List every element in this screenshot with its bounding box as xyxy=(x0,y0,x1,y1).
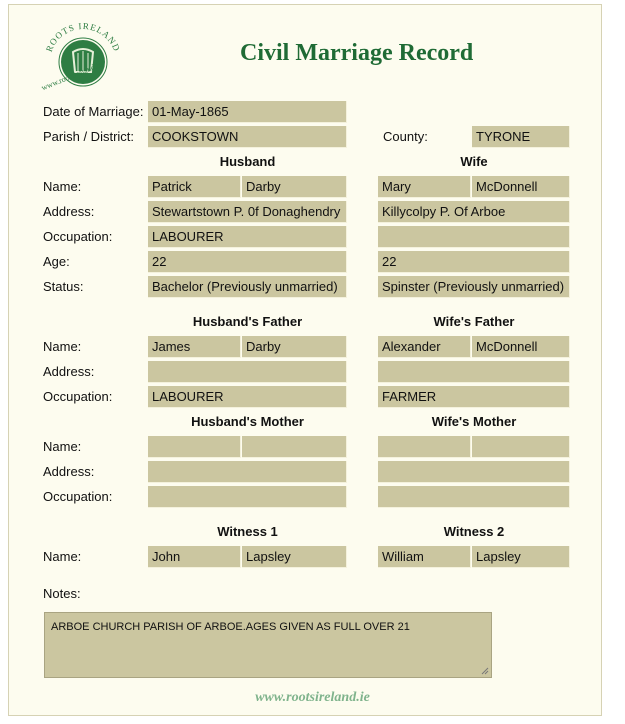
wife-age: 22 xyxy=(378,251,570,273)
husband-address: Stewartstown P. 0f Donaghendry xyxy=(148,201,347,223)
husband-name-label: Name: xyxy=(43,179,82,194)
husbands-father-header: Husband's Father xyxy=(192,314,303,329)
husband-status: Bachelor (Previously unmarried) xyxy=(148,276,347,298)
notes-textarea[interactable] xyxy=(44,612,492,678)
resize-grip-icon[interactable] xyxy=(481,667,489,675)
county-field: TYRONE xyxy=(472,126,570,148)
parish-label: Parish / District: xyxy=(43,129,135,144)
father-occupation-label: Occupation: xyxy=(43,389,113,404)
wifes-mother-header: Wife's Mother xyxy=(431,414,517,429)
mother-address-label: Address: xyxy=(43,464,95,479)
husband-last-name: Darby xyxy=(242,176,347,198)
witness-1-header: Witness 1 xyxy=(217,524,278,539)
husbands-mother-address xyxy=(148,461,347,483)
husbands-mother-first-name xyxy=(148,436,241,458)
wife-first-name: Mary xyxy=(378,176,471,198)
husbands-father-last-name: Darby xyxy=(242,336,347,358)
witness-2-first-name: William xyxy=(378,546,471,568)
notes-text: ARBOE CHURCH PARISH OF ARBOE.AGES GIVEN AS FULL OVER 21 xyxy=(51,621,410,633)
occupation-label: Occupation: xyxy=(43,229,113,244)
wife-status: Spinster (Previously unmarried) xyxy=(378,276,570,298)
county-label: County: xyxy=(383,129,428,144)
husbands-father-first-name: James xyxy=(148,336,241,358)
wifes-father-last-name: McDonnell xyxy=(472,336,570,358)
logo-ring-text: ROOTS IRELAND xyxy=(43,22,123,54)
husbands-father-address xyxy=(148,361,347,383)
date-of-marriage-field: 01-May-1865 xyxy=(148,101,347,123)
wife-address: Killycolpy P. Of Arboe xyxy=(378,201,570,223)
mother-occupation-label: Occupation: xyxy=(43,489,113,504)
husbands-father-occupation: LABOURER xyxy=(148,386,347,408)
mother-name-label: Name: xyxy=(43,439,82,454)
wifes-father-address xyxy=(378,361,570,383)
logo-url-text: www.rootsireland.ie xyxy=(40,59,104,93)
page-title: Civil Marriage Record xyxy=(240,40,474,66)
husbands-mother-occupation xyxy=(148,486,347,508)
husbands-mother-header: Husband's Mother xyxy=(191,414,304,429)
witness-2-header: Witness 2 xyxy=(443,524,505,539)
wifes-mother-last-name xyxy=(472,436,570,458)
wifes-mother-occupation xyxy=(378,486,570,508)
father-name-label: Name: xyxy=(43,339,82,354)
footer-link[interactable]: www.rootsireland.ie xyxy=(255,690,370,705)
witness-1-first-name: John xyxy=(148,546,241,568)
wife-last-name: McDonnell xyxy=(472,176,570,198)
husband-first-name: Patrick xyxy=(148,176,241,198)
witness-1-last-name: Lapsley xyxy=(242,546,347,568)
parish-field: COOKSTOWN xyxy=(148,126,347,148)
wifes-father-header: Wife's Father xyxy=(433,314,515,329)
wifes-father-occupation: FARMER xyxy=(378,386,570,408)
wife-header: Wife xyxy=(460,154,488,169)
father-address-label: Address: xyxy=(43,364,95,379)
husband-occupation: LABOURER xyxy=(148,226,347,248)
witness-name-label: Name: xyxy=(43,549,82,564)
date-of-marriage-label: Date of Marriage: xyxy=(43,104,144,119)
wifes-mother-first-name xyxy=(378,436,471,458)
status-label: Status: xyxy=(43,279,84,294)
witness-2-last-name: Lapsley xyxy=(472,546,570,568)
wifes-mother-address xyxy=(378,461,570,483)
husband-header: Husband xyxy=(219,154,276,169)
notes-label: Notes: xyxy=(43,586,81,601)
age-label: Age: xyxy=(43,254,70,269)
husband-age: 22 xyxy=(148,251,347,273)
address-label: Address: xyxy=(43,204,95,219)
husbands-mother-last-name xyxy=(242,436,347,458)
wife-occupation xyxy=(378,226,570,248)
wifes-father-first-name: Alexander xyxy=(378,336,471,358)
